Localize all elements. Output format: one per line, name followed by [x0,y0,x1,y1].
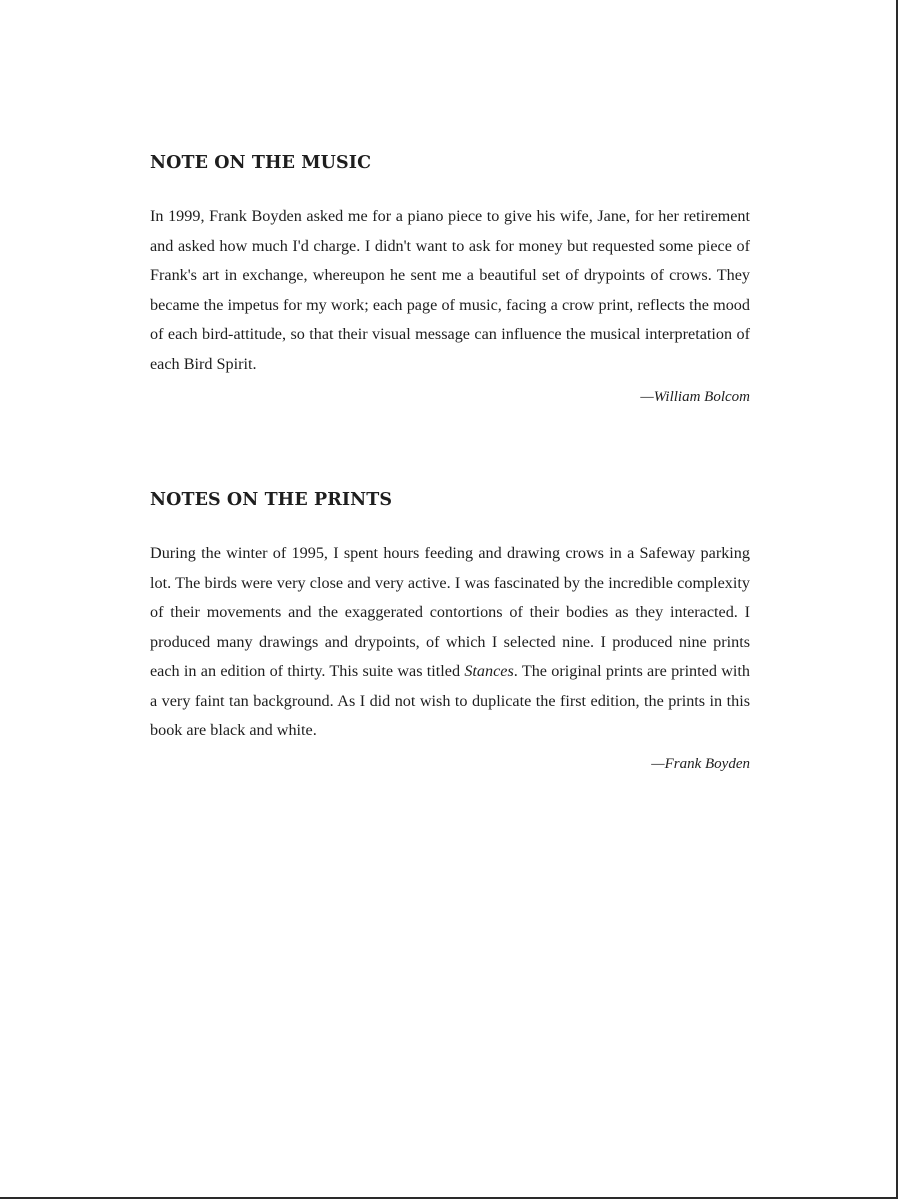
notes-on-prints-body-part-2: . The original prints are printed with a very faint tan background. As I did not wish to duplicate the first edition, the prints in this book are black and white. [150,662,750,739]
notes-on-prints-heading: NOTES ON THE PRINTS [150,490,393,510]
note-on-music-attribution: —William Bolcom [640,389,750,405]
notes-on-prints-body [150,539,750,746]
notes-on-prints-attribution: —Frank Boyden [651,755,750,772]
notes-on-prints-body-part-1: During the winter of 1995, I spent hours feeding and drawing crows in a Safeway parking lot. The birds were very close and very active. I was fascinated by the incredible complexity of their movements and the exaggerated contortions of their bodies as they interacted. I produced many drawings and drypoints, of which I selected nine. I produced nine prints each in an edition of thirty. This suite was titled [150,544,750,680]
note-on-music-section [150,148,750,408]
suite-title: Stances [464,662,514,680]
note-on-music-body: In 1999, Frank Boyden asked me for a piano piece to give his wife, Jane, for her retirement and asked how much I'd charge. I didn't want to ask for money but requested some piece of Frank's art in exchange, whereupon he sent me a beautiful set of drypoints of crows. They became the impetus for my work; each page of music, facing a crow print, reflects the mood of each bird-attitude, so that their visual message can influence the musical interpretation of each Bird Spirit. [150,207,750,373]
notes-on-prints-section [150,485,750,775]
note-on-music-heading: NOTE ON THE MUSIC [150,153,372,173]
